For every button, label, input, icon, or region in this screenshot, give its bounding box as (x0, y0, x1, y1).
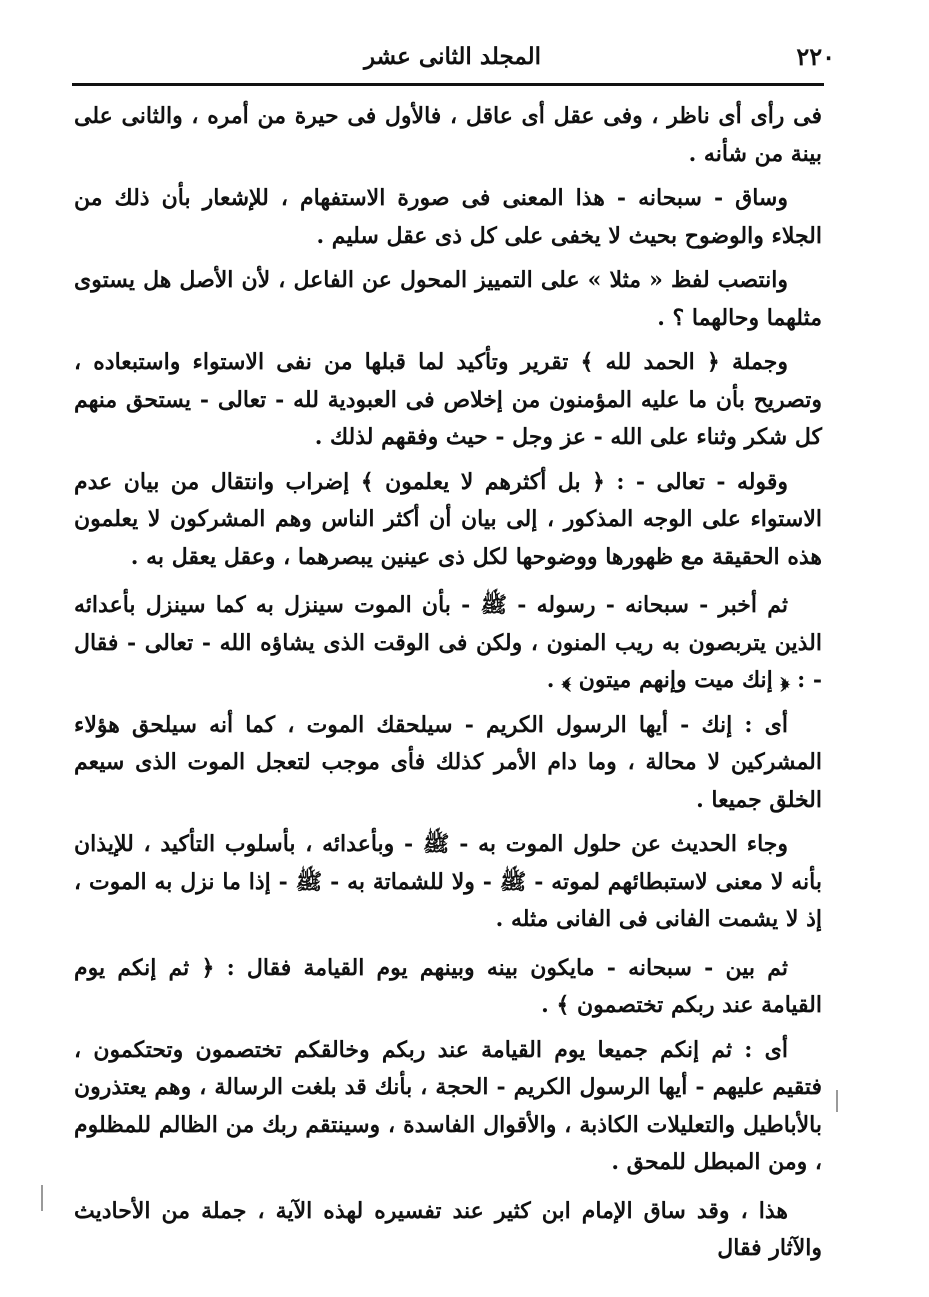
scan-margin-mark (41, 1185, 43, 1211)
paragraph: وانتصب لفظ « مثلا » على التمييز المحول عن الفاعل ، لأن الأصل هل يستوى مثلهما وحالهما ؟ . (74, 267, 822, 331)
paragraph: وقوله - تعالى - : ﴿ بل أكثرهم لا يعلمون ﴾ إضراب وانتقال من بيان عدم الاستواء على الوجه المذكور ، إلى بيان أن أكثر الناس وهم المشركون لا يعلمون هذه الحقيقة مع ظهورها ووضوحها لكل ذى عينين يبصرهما ، وعقل يعقل به . (74, 468, 822, 570)
header-rule (72, 83, 824, 86)
paragraph: ثم بين - سبحانه - مايكون بينه وبينهم يوم القيامة فقال : ﴿ ثم إنكم يوم القيامة عند ربكم تختصمون ﴾ . (74, 954, 822, 1018)
paragraph: فى رأى أى ناظر ، وفى عقل أى عاقل ، فالأول فى حيرة من أمره ، والثانى على بينة من شأنه . (74, 103, 822, 167)
running-title: المجلد الثانى عشر (363, 43, 542, 70)
paragraph: هذا ، وقد ساق الإمام ابن كثير عند تفسيره لهذه الآية ، جملة من الأحاديث والآثار فقال (74, 1197, 822, 1261)
paragraph: أى : ثم إنكم جميعا يوم القيامة عند ربكم وخالقكم تختصمون وتحتكمون ، فتقيم عليهم - أيها الرسول الكريم - الحجة ، بأنك قد بلغت الرسالة ، وهم يعتذرون بالأباطيل والتعليلات الكاذبة ، والأقوال الفاسدة ، وسينتقم ربك من الظالم للمظلوم ، ومن المبطل للمحق . (74, 1036, 822, 1175)
paragraph: وجاء الحديث عن حلول الموت به - ﷺ - وبأعدائه ، بأسلوب التأكيد ، للإيذان بأنه لا معنى لاستبطائهم لموته - ﷺ - ولا للشماتة به - ﷺ - إذا ما نزل به الموت ، إذ لا يشمت الفانى فى الفانى مثله . (74, 831, 822, 932)
scan-margin-mark (836, 1090, 838, 1112)
paragraph: أى : إنك - أيها الرسول الكريم - سيلحقك الموت ، كما أنه سيلحق هؤلاء المشركين لا محالة ، وما دام الأمر كذلك فأى موجب لتعجل الموت الذى سيعم الخلق جميعا . (74, 711, 822, 813)
page-number: ٢٢٠ (796, 42, 835, 71)
page-header (70, 40, 835, 80)
body-text (74, 98, 822, 1275)
paragraph: وجملة ﴿ الحمد لله ﴾ تقرير وتأكيد لما قبلها من نفى الاستواء واستبعاده ، وتصريح بأن ما عليه المؤمنون من إخلاص فى العبودية لله - تعالى - يستحق منهم كل شكر وثناء على الله - عز وجل - حيث وفقهم لذلك . (74, 349, 822, 450)
paragraph: وساق - سبحانه - هذا المعنى فى صورة الاستفهام ، للإشعار بأن ذلك من الجلاء والوضوح بحيث لا يخفى على كل ذى عقل سليم . (74, 185, 822, 249)
paragraph: ثم أخبر - سبحانه - رسوله - ﷺ - بأن الموت سينزل به كما سينزل بأعدائه الذين يتربصون به ريب المنون ، ولكن فى الوقت الذى يشاؤه الله - تعالى - فقال - : ﴿ إنك ميت وإنهم ميتون ﴾ . (74, 592, 822, 693)
